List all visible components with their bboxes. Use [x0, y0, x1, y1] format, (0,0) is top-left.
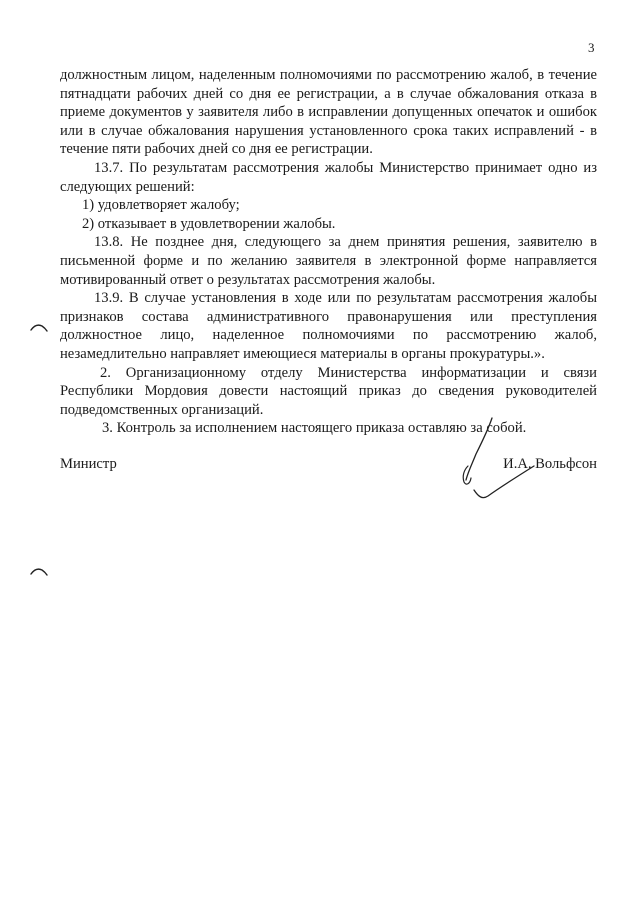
paragraph-13-8: 13.8. Не позднее дня, следующего за днем принятия решения, заявителю в письменной форме и по желанию заявителя в электронной форме направляется мотивированный ответ о результатах рассмотрения жалобы. — [60, 234, 597, 288]
page-number: 3 — [588, 40, 595, 55]
paragraph-13-9: 13.9. В случае установления в ходе или по результатам рассмотрения жалобы признаков состава административного правонарушения или преступления должностное лицо, наделенное полномочиями по рассмотрению жалоб, незамедлительно направляет имеющиеся материалы в органы прокуратуры.». — [60, 290, 597, 362]
decision-item-2: 2) отказывает в удовлетворении жалобы. — [82, 215, 336, 232]
document-body — [60, 66, 597, 438]
paragraph-continuation: должностным лицом, наделенным полномочиями по рассмотрению жалоб, в течение пятнадцати рабочих дней со дня ее регистрации, а в случае обжалования отказа в приеме документов у заявителя либо в исправлении допущенных опечаток и ошибок или в случае обжалования нарушения установленного срока таких исправлений - в течение пяти рабочих дней со дня ее регистрации. — [60, 67, 597, 158]
signature-block — [60, 450, 597, 510]
binding-hole-mark-lower — [30, 566, 48, 576]
paragraph-13-7: 13.7. По результатам рассмотрения жалобы Министерство принимает одно из следующих решений: — [60, 159, 597, 195]
decision-item-1: 1) удовлетворяет жалобу; — [82, 197, 240, 214]
signatory-title: Министр — [60, 456, 117, 472]
signatory-name: И.А. Вольфсон — [503, 456, 597, 472]
binding-hole-mark-upper — [30, 322, 48, 332]
paragraph-2: 2. Организационному отделу Министерства информатизации и связи Республики Мордовия довести настоящий приказ до сведения руководителей подведомственных организаций. — [60, 364, 597, 418]
paragraph-3: 3. Контроль за исполнением настоящего приказа оставляю за собой. — [102, 420, 527, 437]
